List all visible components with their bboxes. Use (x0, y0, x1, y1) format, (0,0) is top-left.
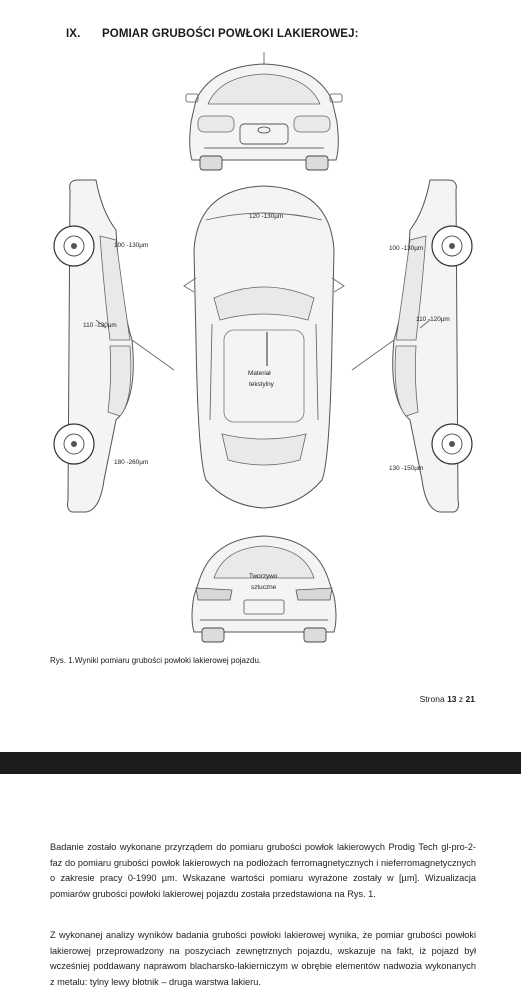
page-number-separator: z (458, 694, 464, 704)
label-left-front: 100 -130µm (114, 242, 149, 249)
label-left-middle: 110 -130µm (83, 322, 117, 329)
car-paint-thickness-diagram (0, 40, 521, 660)
report-page-14 (0, 774, 521, 998)
figure-caption: Rys. 1.Wyniki pomiaru grubości powłoki lakierowej pojazdu. (50, 656, 262, 665)
section-number: IX. (66, 28, 81, 40)
page-number-current: 13 (447, 694, 457, 704)
label-right-rear: 130 -150µm (389, 465, 424, 472)
page-break-bar (0, 752, 521, 774)
label-right-middle: 110 -120µm (416, 316, 450, 323)
label-plastic-line1: Tworzywo (249, 573, 278, 580)
car-front-view (186, 52, 342, 170)
label-plastic-line2: sztuczne (251, 584, 277, 591)
section-title: POMIAR GRUBOŚCI POWŁOKI LAKIEROWEJ: (102, 28, 359, 40)
label-material-line2: tekstylny (249, 381, 274, 388)
paragraph-analysis-result: Z wykonanej analizy wyników badania grubości powłoki lakierowej wynika, że pomiar grubości powłoki lakierowej przeprowadzony na poszyciach zewnętrznych pojazdu, wskazuje na fakt, iż pojazd był wcześniej poddawany naprawom blacharsko-lakierniczym w obrębie elementów nadwozia wykonanych z metalu: tylny lewy błotnik – druga warstwa lakieru. (50, 930, 476, 987)
page-number-total: 21 (465, 694, 475, 704)
label-material-line1: Materiał (248, 370, 271, 377)
car-top-view (184, 186, 344, 508)
section-heading (66, 28, 359, 40)
label-roof: 120 -130µm (249, 213, 284, 220)
paragraph-measurement-method: Badanie zostało wykonane przyrządem do pomiaru grubości powłok lakierowych Prodig Tech gl-pro-2-faz do pomiaru grubości powłok lakierowych na podłożach ferromagnetycznych i nieferromagnetycznych o zakresie pracy 0-1990 µm. Wskazane wartości pomiaru wyrażone zostały w [µm]. Wizualizacja pomiarów grubości powłoki lakierowej pojazdu została przedstawiona na Rys. 1. (50, 842, 476, 899)
page-number-prefix: Strona (419, 694, 445, 704)
label-right-front: 100 -130µm (389, 245, 424, 252)
label-left-rear: 180 -260µm (114, 459, 149, 466)
page-number (420, 694, 475, 704)
car-right-side-view (352, 180, 472, 512)
